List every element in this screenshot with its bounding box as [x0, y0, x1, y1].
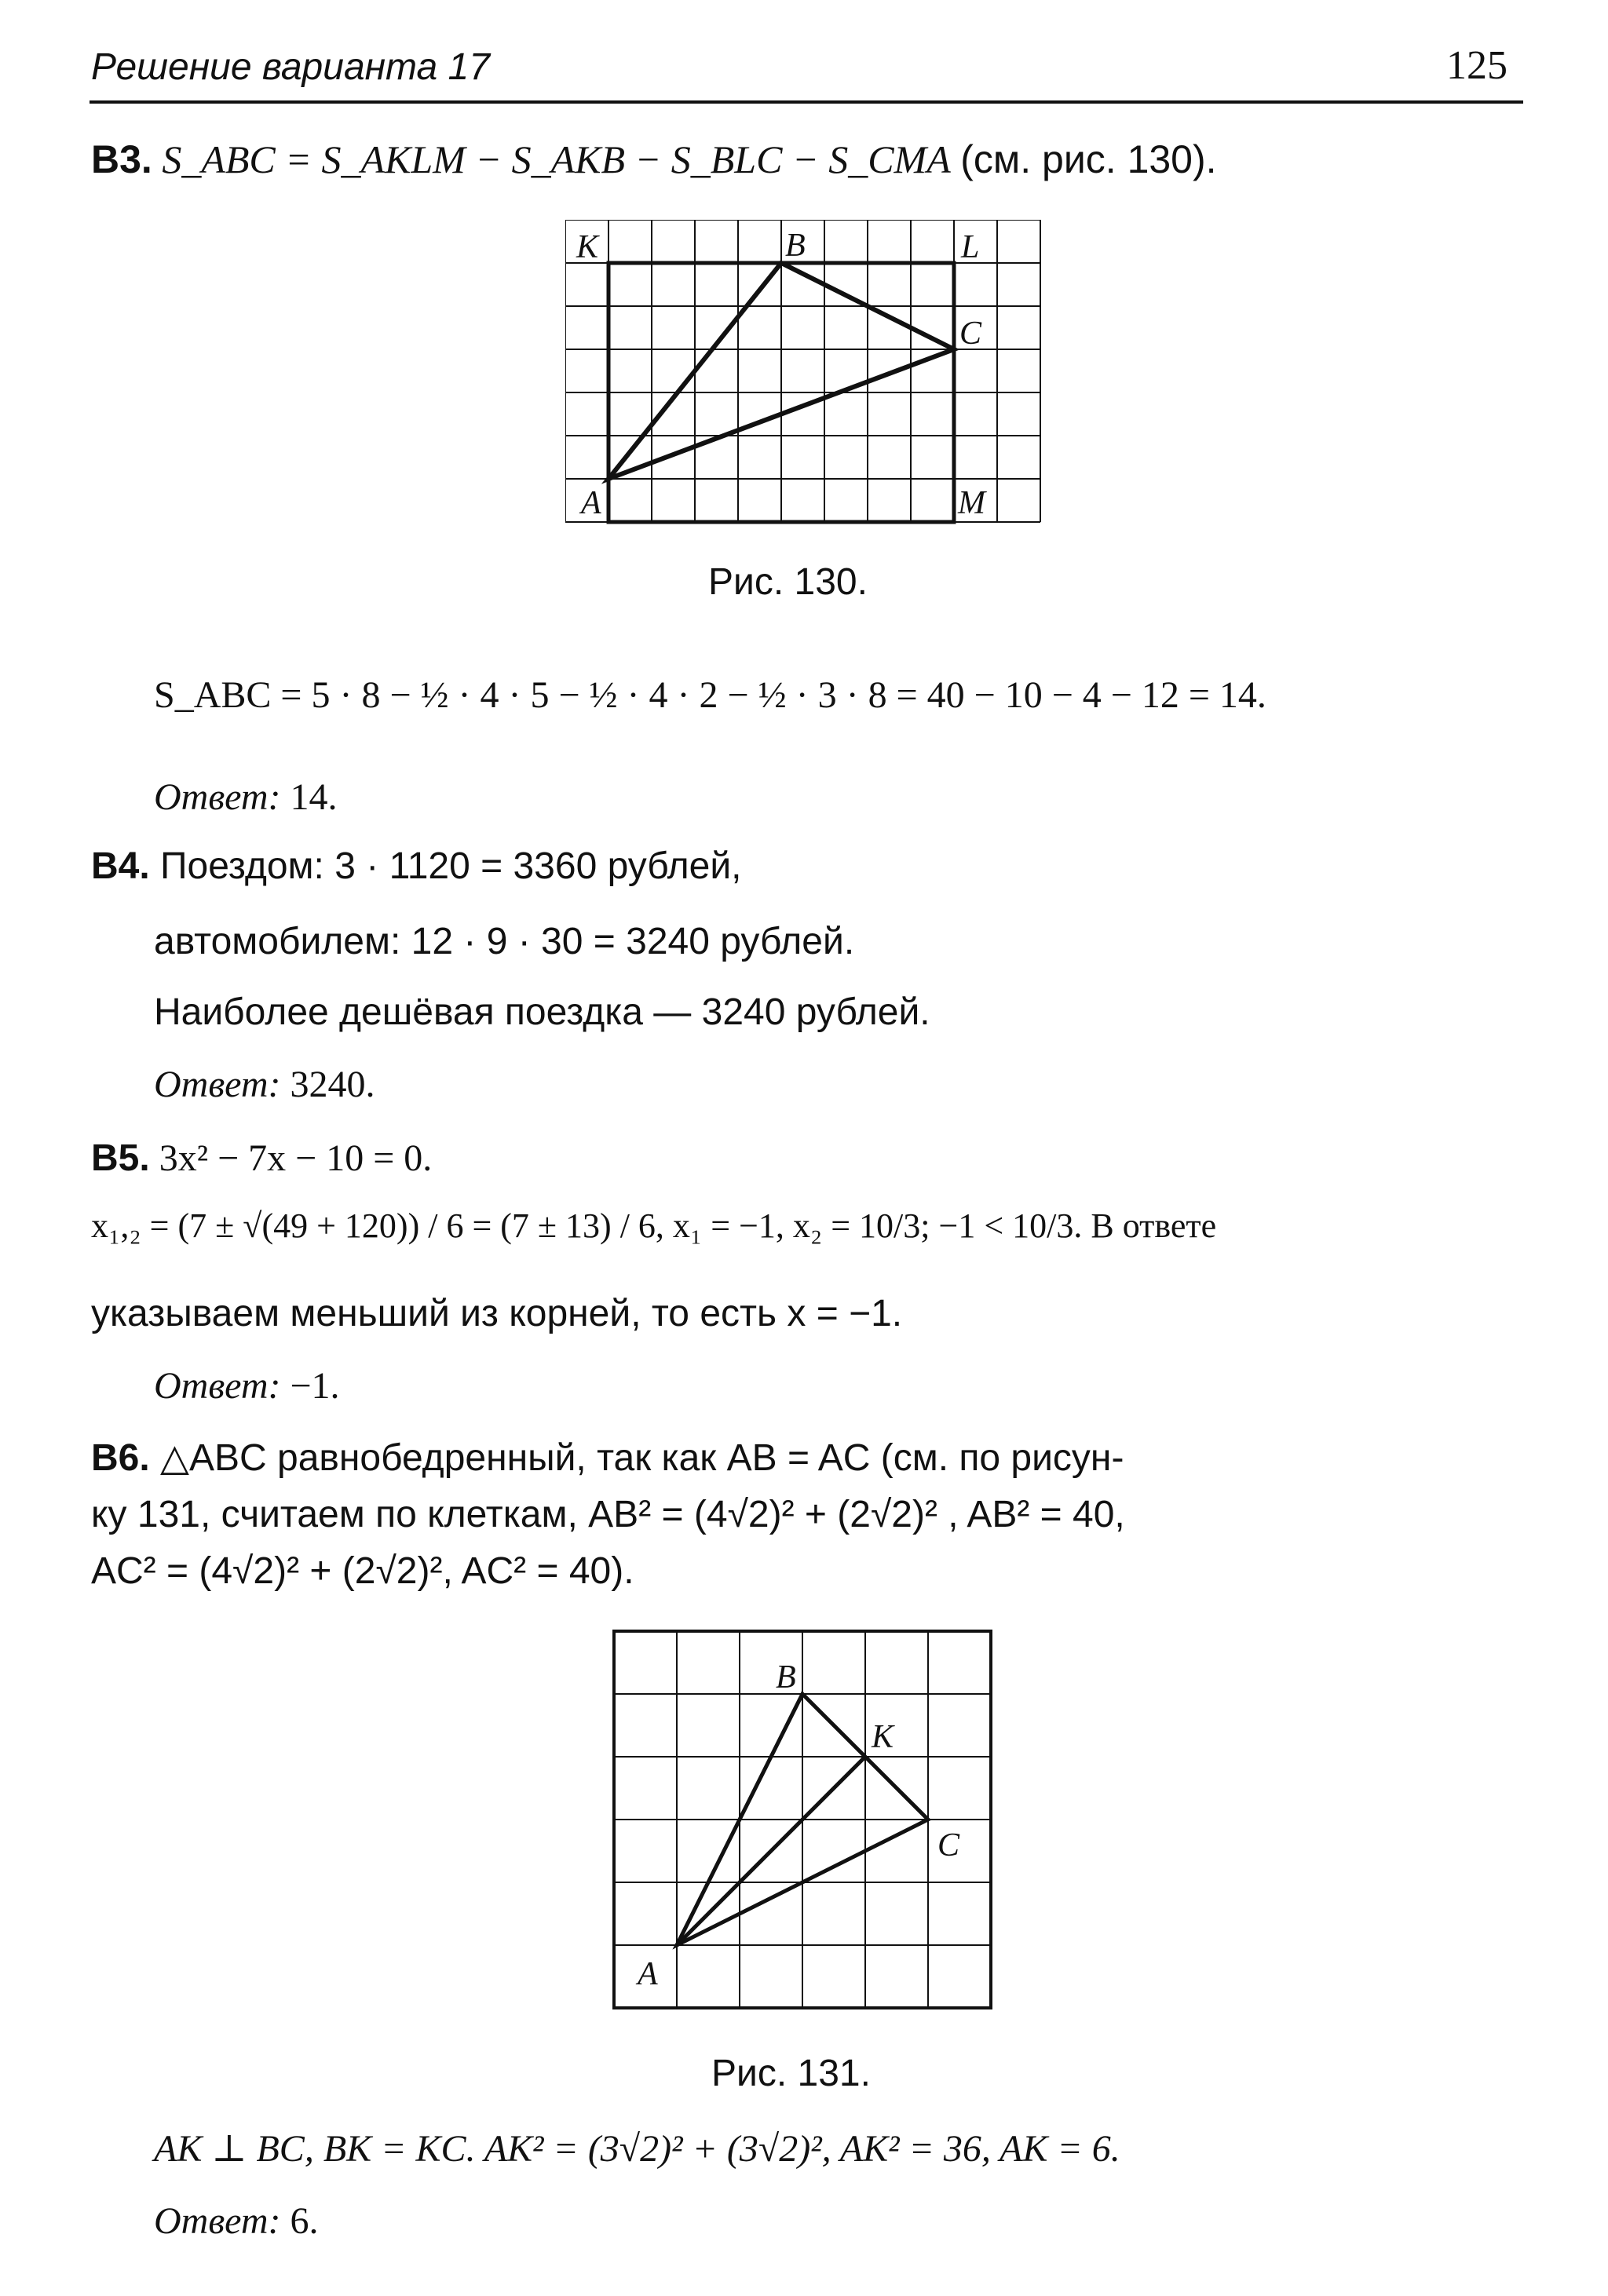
b4-text-1: Поездом: 3 · 1120 = 3360 рублей, [160, 845, 742, 887]
b5-roots: x₁,₂ = (7 ± √(49 + 120)) / 6 = (7 ± 13) / 6, x₁ = −1, x₂ = 10/3; −1 < 10/3. В ответе [91, 1206, 1217, 1245]
fig131-label-b: B [776, 1659, 796, 1696]
b3-heading-line [91, 137, 1217, 181]
figure-131 [603, 1626, 996, 2019]
median-ak [677, 1757, 865, 1945]
b6-text-1: △ABC равнобедренный, так как AB = AC (см. по рисун- [160, 1437, 1124, 1479]
fig130-label-c: C [959, 316, 982, 352]
b3-calculation: S_ABC = 5 · 8 − ½ · 4 · 5 − ½ · 4 · 2 − ½ · 3 · 8 = 40 − 10 − 4 − 12 = 14. [154, 674, 1266, 716]
b6-answer-value: 6. [290, 2200, 319, 2242]
figure-130-caption: Рис. 130. [708, 561, 868, 603]
b3-label: B3. [91, 137, 152, 181]
b5-answer [154, 1367, 340, 1405]
b4-line3: Наиболее дешёвая поездка — 3240 рублей. [154, 991, 930, 1033]
fig130-label-k: K [576, 229, 599, 265]
b6-line1 [91, 1437, 1124, 1479]
fig130-label-l: L [961, 229, 980, 265]
fig130-label-m: M [958, 485, 985, 521]
b5-line1 [91, 1137, 433, 1179]
header-rule [90, 100, 1523, 104]
b6-line2: ку 131, считаем по клеткам, AB² = (4√2)² + (2√2)² , AB² = 40, [91, 1494, 1125, 1535]
b3-answer-label: Ответ: [154, 776, 281, 818]
fig131-label-c: C [937, 1827, 960, 1863]
b3-answer-value: 14. [290, 776, 338, 818]
b5-label: B5. [91, 1137, 150, 1179]
fig131-label-a: A [638, 1956, 658, 1992]
figure-130 [565, 220, 1068, 526]
b5-answer-label: Ответ: [154, 1365, 281, 1407]
b6-line3: AC² = (4√2)² + (2√2)², AC² = 40). [91, 1550, 634, 1592]
b6-label: B6. [91, 1437, 150, 1479]
b4-answer [154, 1066, 375, 1104]
b6-answer-label: Ответ: [154, 2200, 281, 2242]
b5-conclusion: указываем меньший из корней, то есть x = −1. [91, 1293, 903, 1334]
b3-reference: (см. рис. 130). [960, 137, 1217, 181]
b6-answer [154, 2200, 319, 2242]
fig130-label-a: A [581, 485, 601, 521]
b3-answer [154, 776, 338, 818]
b4-label: B4. [91, 845, 150, 887]
b5-answer-value: −1. [290, 1365, 340, 1407]
fig131-label-k: K [872, 1719, 894, 1755]
running-header-title: Решение варианта 17 [91, 46, 490, 88]
b4-line2: автомобилем: 12 · 9 · 30 = 3240 рублей. [154, 921, 855, 962]
b6-final-line: AK ⊥ BC, BK = KC. AK² = (3√2)² + (3√2)², AK² = 36, AK = 6. [154, 2128, 1120, 2170]
figure-131-caption: Рис. 131. [711, 2053, 871, 2094]
b4-line1 [91, 845, 742, 887]
b4-answer-value: 3240. [290, 1064, 375, 1105]
b5-equation: 3x² − 7x − 10 = 0. [159, 1137, 433, 1179]
b3-formula: S_ABC = S_AKLM − S_AKB − S_BLC − S_CMA [162, 137, 951, 181]
page-number: 125 [1446, 43, 1508, 88]
fig130-label-b: B [785, 228, 806, 264]
b4-answer-label: Ответ: [154, 1064, 281, 1105]
